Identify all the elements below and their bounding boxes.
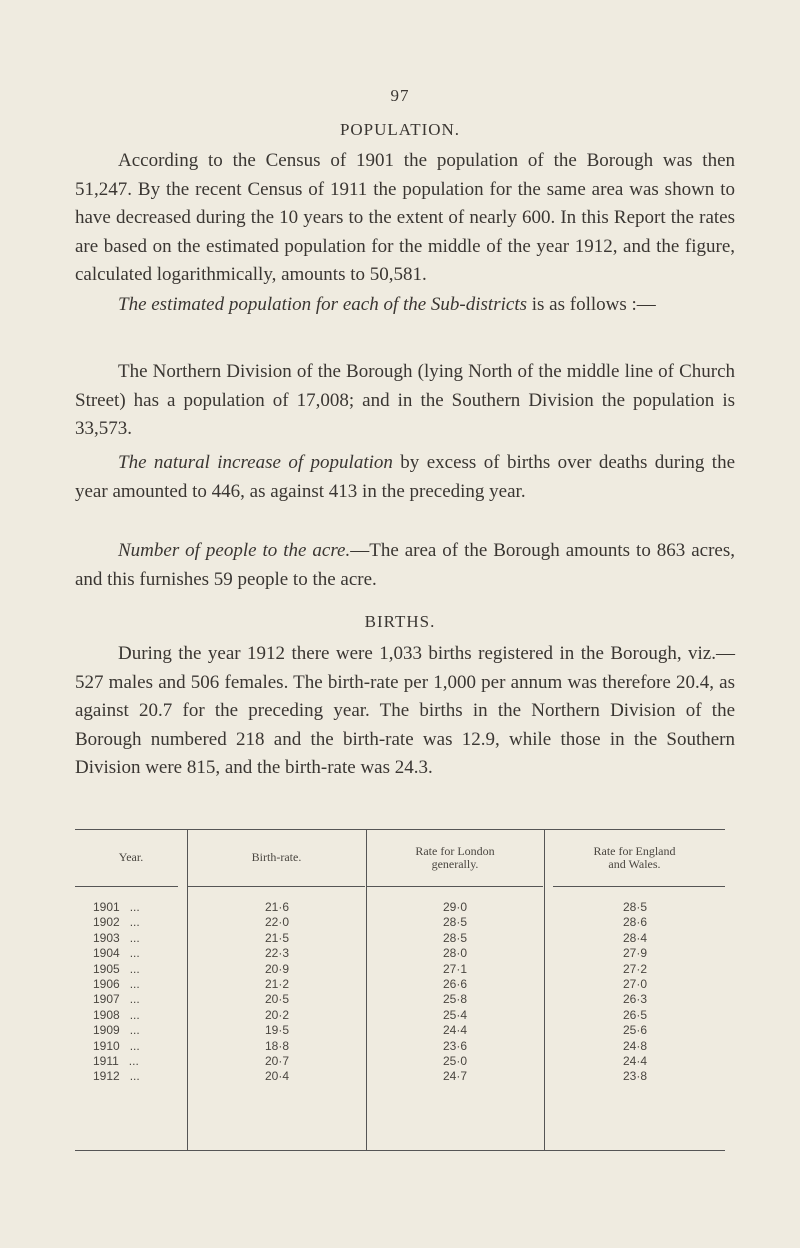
england-rate-cell: 25·6: [622, 1023, 648, 1038]
london-rate-cell: 27·1: [442, 961, 468, 976]
population-heading: POPULATION.: [339, 120, 461, 139]
england-rate-cell: 28·6: [622, 915, 648, 930]
header-year: Year.: [118, 850, 144, 864]
header-birth-rate: Birth-rate.: [251, 850, 302, 864]
birth-rate-cell: 20·7: [264, 1053, 290, 1068]
england-rate-cell: 28·5: [622, 900, 648, 914]
acre-italic: Number of people to the acre.: [118, 540, 351, 561]
england-rate-cell: 24·8: [622, 1038, 648, 1053]
table-row: [75, 900, 725, 915]
header-rule-year: [75, 886, 178, 887]
header-rule-birth: [188, 886, 365, 887]
subdistricts-italic: The estimated population for each of the Sub-districts: [118, 294, 527, 315]
year-cell: 1911 ...: [93, 1053, 139, 1068]
header-london-rate: Rate for London generally.: [415, 843, 495, 871]
population-paragraph-subdistricts: [75, 291, 735, 320]
acre-text: —The area of the Borough amounts to 863 acres, and this furnishes 59 people to the acre.: [75, 540, 735, 590]
england-rate-cell: 27·9: [622, 946, 648, 961]
header-rule-england: [553, 886, 725, 887]
birth-rate-cell: 22·3: [264, 946, 290, 961]
london-rate-cell: 28·5: [442, 915, 468, 930]
london-rate-cell: 25·8: [442, 992, 468, 1007]
london-rate-cell: 25·0: [442, 1053, 468, 1068]
table-row: [75, 1008, 725, 1023]
table-row: [75, 1023, 725, 1038]
birth-rate-cell: 22·0: [264, 915, 290, 930]
births-paragraph: During the year 1912 there were 1,033 births registered in the Borough, viz.—527 males and 506 females. The birth-rate per 1,000 per annum was therefore 20.4, as against 20.7 for the preceding year. The births in the Northern Division of the Borough numbered 218 and the birth-rate was 12.9, while those in the Southern Division were 815, and the birth-rate was 24.3.: [75, 643, 735, 778]
population-paragraph-divisions: The Northern Division of the Borough (lying North of the middle line of Church Street) has a population of 17,008; and in the Southern Division the population is 33,573.: [75, 361, 735, 439]
birth-rate-table: [75, 829, 725, 1151]
year-cell: 1902 ...: [93, 915, 140, 930]
table-row: [75, 915, 725, 930]
table-row: [75, 1039, 725, 1054]
year-cell: 1905 ...: [93, 961, 140, 976]
birth-rate-cell: 21·5: [264, 930, 290, 945]
year-cell: 1903 ...: [93, 930, 140, 945]
header-rule-london: [367, 886, 543, 887]
london-rate-cell: 24·4: [442, 1023, 468, 1038]
london-rate-cell: 26·6: [442, 976, 468, 991]
table-row: [75, 977, 725, 992]
year-cell: 1909 ...: [93, 1023, 140, 1038]
birth-rate-cell: 20·2: [264, 1007, 290, 1022]
england-rate-cell: 24·4: [622, 1053, 648, 1068]
birth-rate-cell: 20·5: [264, 992, 290, 1007]
birth-rate-cell: 21·6: [264, 900, 290, 914]
table-body: [75, 900, 725, 1085]
birth-rate-cell: 18·8: [264, 1038, 290, 1053]
england-rate-cell: 26·3: [622, 992, 648, 1007]
london-rate-cell: 28·0: [442, 946, 468, 961]
header-england-rate: Rate for England and Wales.: [593, 843, 676, 871]
year-cell: 1904 ...: [93, 946, 140, 961]
birth-rate-cell: 20·9: [264, 961, 290, 976]
subdistricts-text: is as follows :—: [527, 294, 656, 315]
table-row: [75, 931, 725, 946]
year-cell: 1907 ...: [93, 992, 140, 1007]
london-rate-cell: 25·4: [442, 1007, 468, 1022]
year-cell: 1908 ...: [93, 1007, 140, 1022]
year-cell: 1901 ...: [93, 900, 140, 914]
table-row: [75, 962, 725, 977]
table-bottom-rule: [75, 1150, 725, 1151]
london-rate-cell: 24·7: [442, 1069, 468, 1084]
table-row: [75, 946, 725, 961]
year-cell: 1912 ...: [93, 1069, 140, 1084]
page-number: 97: [390, 86, 410, 105]
year-cell: 1910 ...: [93, 1038, 140, 1053]
england-rate-cell: 23·8: [622, 1069, 648, 1084]
table-row: [75, 992, 725, 1007]
table-row: [75, 1069, 725, 1084]
year-cell: 1906 ...: [93, 976, 140, 991]
england-rate-cell: 26·5: [622, 1007, 648, 1022]
population-paragraph-natural-increase: [75, 449, 735, 506]
natural-increase-text: by excess of births over deaths during the year amounted to 446, as against 413 in the preceding year.: [75, 452, 736, 502]
london-rate-cell: 28·5: [442, 930, 468, 945]
population-paragraph-acre: [75, 537, 735, 594]
natural-increase-italic: The natural increase of population: [118, 452, 393, 473]
england-rate-cell: 28·4: [622, 930, 648, 945]
births-heading: BIRTHS.: [364, 612, 436, 631]
england-rate-cell: 27·0: [622, 976, 648, 991]
england-rate-cell: 27·2: [622, 961, 648, 976]
birth-rate-cell: 20·4: [264, 1069, 290, 1084]
london-rate-cell: 29·0: [442, 900, 468, 914]
population-paragraph-census: According to the Census of 1901 the population of the Borough was then 51,247. By the recent Census of 1911 the population for the same area was shown to have decreased during the 10 years to the extent of nearly 600. In this Report the rates are based on the estimated population for the middle of the year 1912, and the figure, calculated logarithmically, amounts to 50,581.: [75, 150, 735, 285]
birth-rate-cell: 19·5: [264, 1023, 290, 1038]
london-rate-cell: 23·6: [442, 1038, 468, 1053]
table-row: [75, 1054, 725, 1069]
birth-rate-cell: 21·2: [264, 976, 290, 991]
